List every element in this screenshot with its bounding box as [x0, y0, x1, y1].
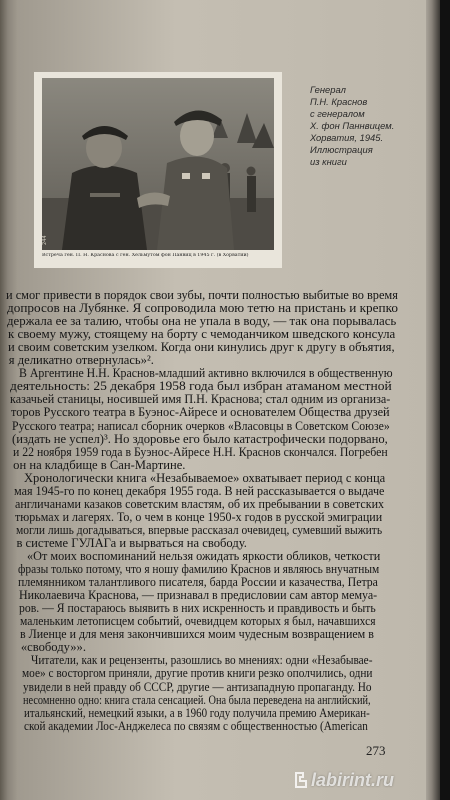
caption-line: Хорватия, 1945.: [310, 132, 384, 143]
caption-line: с генералом: [310, 108, 365, 119]
text-line: «От моих воспоминаний нельзя ожидать яркости обликов, четкости: [27, 549, 381, 563]
text-line: мая 1945-го по конец декабря 1955 года. В ней рассказывается о выдаче: [14, 483, 385, 498]
text-line: фразы только потому, что я ношу фамилию Краснов и являюсь внучатным: [17, 562, 379, 577]
svg-text:244: 244: [42, 235, 48, 245]
text-line: казачьей станицы, носившей имя П.Н. Краснова; стал одним из организа-: [10, 392, 391, 407]
text-line: племянником талантливого писателя, барда России и казачества, Петра: [18, 575, 379, 590]
text-line: и 22 ноября 1959 года в Буэнос-Айресе Н.Н. Краснов скончался. Погребен: [12, 444, 388, 459]
text-line: несомненно одно: книга стала сенсацией. Она была переведена на английский,: [23, 692, 371, 707]
text-line: и своим советским узелком. Когда они кинулись друг к другу в объятия,: [8, 340, 395, 355]
illustration-caption: [310, 84, 430, 168]
caption-line: Генерал: [310, 84, 346, 95]
text-line: и смог привести в порядок свои зубы, почти полностью выбитые во время: [6, 288, 398, 302]
text-line: тюрьмах и лагерях. То, о чем в конце 1950-х годов в русской эмиграции: [15, 509, 383, 524]
text-line: я деликатно отвернулась»².: [8, 353, 154, 368]
text-line: В Аргентине Н.Н. Краснов-младший активно включился в общественную: [19, 366, 393, 381]
photo-illustration: [42, 78, 274, 250]
caption-line: Х. фон Паннвицем.: [310, 120, 395, 131]
text-line: Русского театра; написал сборник очерков «Власовцы в Советском Союзе»: [11, 418, 390, 433]
text-line: Читатели, как и рецензенты, разошлись во мнениях: одни «Незабывае-: [31, 653, 373, 668]
text-line: в Лиенце и для меня закончившихся моим чудесным возвращением в: [20, 627, 375, 642]
text-line: увидели в ней правду об СССР, другие — антизападную пропаганду. Но: [22, 679, 372, 694]
historical-photo: [34, 72, 282, 268]
text-line: могли лишь догадываться, впервые рассказал очевидец, сумевший выжить: [15, 522, 382, 537]
text-line: допросов на Лубянке. Я сопроводила мою тетю на пристань и крепко: [6, 301, 398, 316]
photo-caption: Встреча ген. П. Н. Краснова с ген. Хельмутом фон Панвиц в 1945 г. (в Хорватии): [42, 253, 249, 258]
page-number: 273: [366, 743, 386, 758]
text-line: итальянский, немецкий языки, а в 1960 году получила премию Американ-: [23, 705, 370, 720]
watermark-text: labirint.ru: [311, 770, 395, 790]
text-line: (издать не успел)³. Но здоровье его было катастрофически подорвано,: [12, 431, 388, 446]
photo-image: [42, 78, 274, 250]
text-line: он на кладбище в Сан-Мартине.: [13, 457, 186, 472]
text-line: ров. — Я постараюсь выявить в них искренность и правдивость и быть: [19, 601, 376, 616]
text-line: «свободу»».: [20, 640, 86, 655]
text-line: Хронологически книга «Незабываемое» охватывает период с конца: [23, 470, 385, 485]
text-line: мое» с восторгом приняли, другие против книги резко ополчились, одни: [21, 666, 373, 681]
labirint-logo-icon: [294, 772, 308, 788]
text-line: ской академии Лос-Анджелеса по связям с общественностью (American: [24, 718, 368, 733]
text-line: маленьким летописцем событий, очевидцем которых я был, начавшихся: [19, 614, 376, 629]
text-line: в системе ГУЛАГа и вырваться на свободу.: [16, 535, 247, 550]
caption-line: Иллюстрация: [310, 144, 373, 155]
text-line: англичанами казаков советским властям, об их пребывании в советских: [14, 496, 384, 511]
text-line: торов Русского театра в Буэнос-Айресе и основателем Общества друзей: [10, 405, 390, 420]
text-line: к своему мужу, стоящему на борту с чемоданчиком шведского консула: [7, 327, 395, 342]
caption-line: из книги: [310, 156, 347, 167]
text-line: Николаевича Краснова, — признавал в предисловии сам автор мемуа-: [18, 588, 377, 603]
text-line: держала ее за талию, чтобы она не упала в воду, — так она порывалась: [7, 314, 397, 329]
caption-line: П.Н. Краснов: [310, 96, 368, 107]
text-line: деятельность: 25 декабря 1958 года был избран атаманом местной: [9, 379, 392, 394]
watermark: [294, 770, 394, 791]
